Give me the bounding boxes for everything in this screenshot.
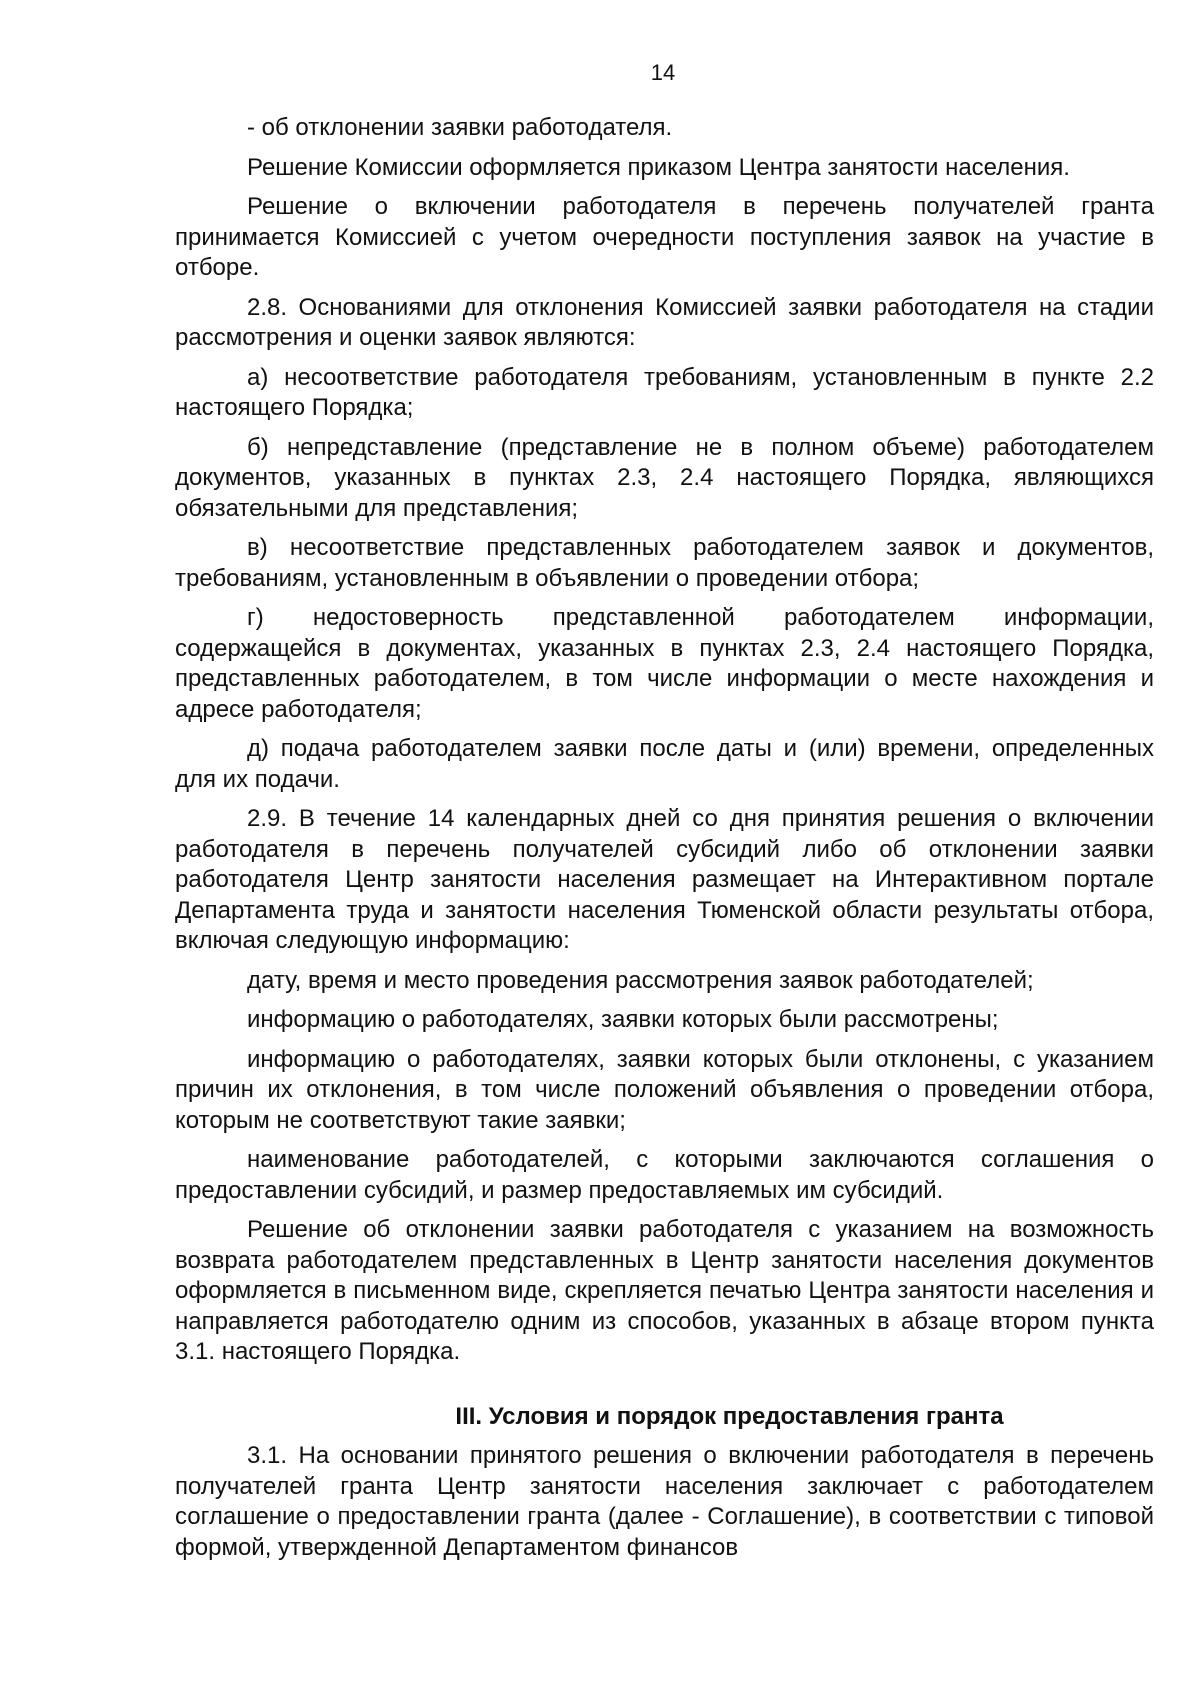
paragraph-2-9: 2.9. В течение 14 календарных дней со дня принятия решения о включении работодателя в перечень получателей субсидий либо об отклонении заявки работодателя Центр занятости населения размещает на Интерактивном портале Департамента труда и занятости населения Тюменской области результаты отбора, включая следующую информацию: [175, 805, 1154, 954]
info-item-reviewed: информацию о работодателях, заявки которых были рассмотрены; [247, 1006, 999, 1033]
page-number: 14 [650, 60, 676, 85]
list-item-d: д) подача работодателем заявки после даты и (или) времени, определенных для их подачи. [175, 735, 1154, 793]
paragraph-rejection-decision: Решение об отклонении заявки работодателя с указанием на возможность возврата работодателем представленных в Центр занятости населения документов оформляется в письменном виде, скрепляется печатью Центра занятости населения и направляется работодателю одним из способов, указанных в абзаце втором пункта 3.1. настоящего Порядка. [175, 1216, 1154, 1365]
paragraph-commission-decision: Решение Комиссии оформляется приказом Центра занятости населения. [247, 153, 1070, 181]
list-item-g: г) недостоверность представленной работодателем информации, содержащейся в документах, указанных в пунктах 2.3, 2.4 настоящего Порядка, представленных работодателем, в том числе информации о месте нахождения и адресе работодателя; [175, 604, 1154, 723]
document-body [175, 113, 1154, 1572]
list-item-a: а) несоответствие работодателя требованиям, установленным в пункте 2.2 настоящего Порядка; [175, 363, 1154, 421]
paragraph-3-1: 3.1. На основании принятого решения о включении работодателя в перечень получателей гранта Центр занятости населения заключает с работодателем соглашение о предоставлении гранта (далее - Соглашение), в соответствии с типовой формой, утвержденной Департаментом финансов [175, 1442, 1154, 1561]
paragraph-2-8: 2.8. Основаниями для отклонения Комиссией заявки работодателя на стадии рассмотрения и оценки заявок являются: [175, 293, 1154, 351]
paragraph-inclusion-decision: Решение о включении работодателя в перечень получателей гранта принимается Комиссией с учетом очередности поступления заявок на участие в отборе. [175, 193, 1154, 281]
paragraph-rejection-item: - об отклонении заявки работодателя. [247, 114, 673, 141]
info-item-rejected: информацию о работодателях, заявки которых были отклонены, с указанием причин их отклонения, в том числе положений объявления о проведении отбора, которым не соответствуют такие заявки; [175, 1045, 1154, 1134]
list-item-v: в) несоответствие представленных работодателем заявок и документов, требованиям, установленным в объявлении о проведении отбора; [175, 534, 1154, 592]
list-item-b: б) непредставление (представление не в полном объеме) работодателем документов, указанных в пунктах 2.3, 2.4 настоящего Порядка, являющихся обязательными для представления; [175, 433, 1154, 522]
info-item-agreements: наименование работодателей, с которыми заключаются соглашения о предоставлении субсидий, и размер предоставляемых им субсидий. [175, 1146, 1154, 1204]
info-item-date: дату, время и место проведения рассмотрения заявок работодателей; [247, 966, 1034, 994]
section-heading: III. Условия и порядок предоставления гранта [455, 1402, 1004, 1430]
